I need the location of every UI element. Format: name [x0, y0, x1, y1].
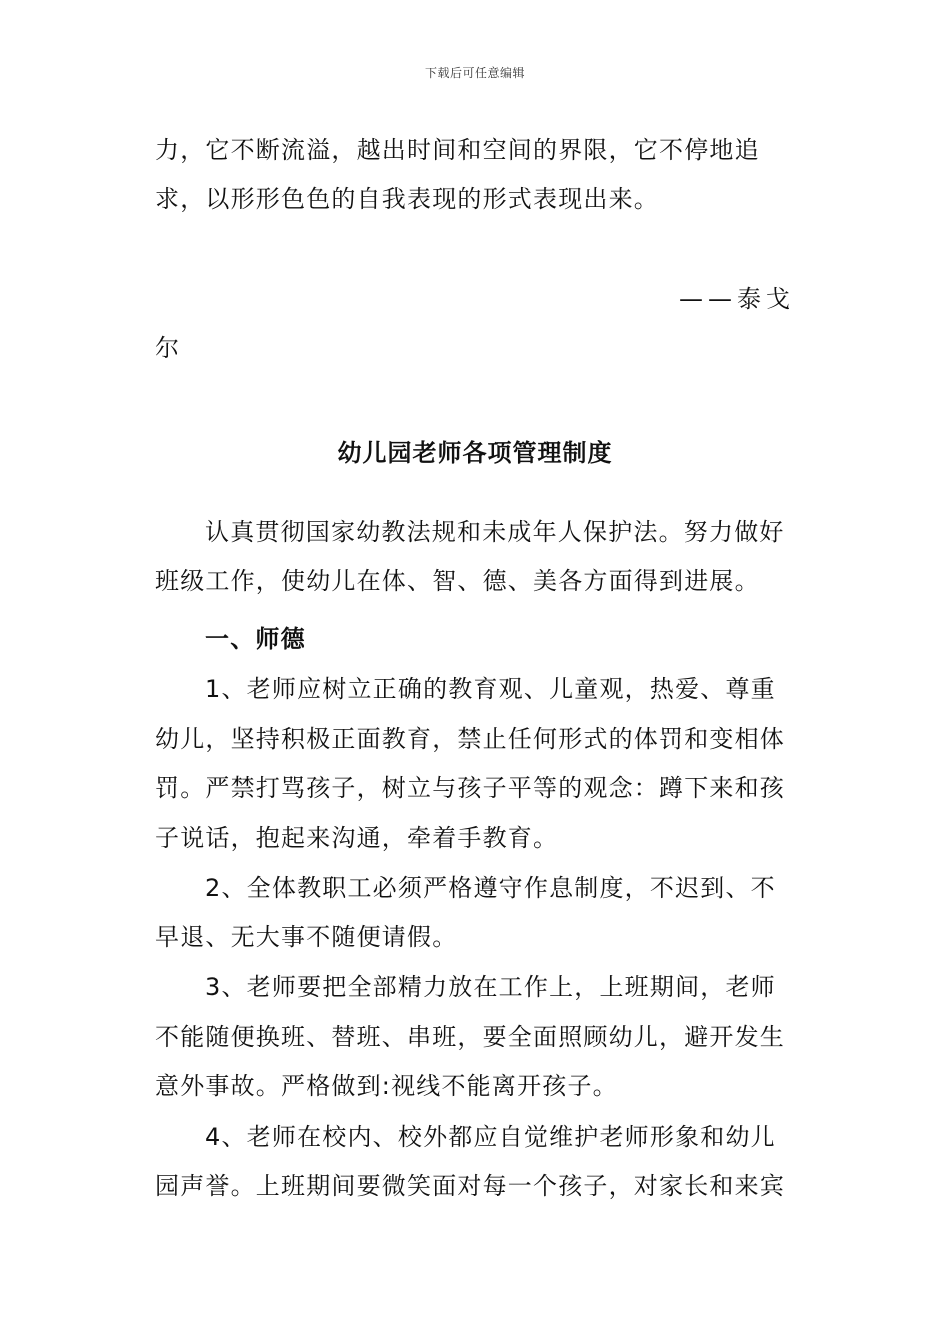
item-line: 3、老师要把全部精力放在工作上，上班期间，老师	[205, 973, 776, 1001]
quote-line: 力，它不断流溢，越出时间和空间的界限，它不停地追	[155, 136, 760, 164]
quote-attribution-continued: 尔	[155, 334, 181, 362]
item-line: 园声誉。上班期间要微笑面对每一个孩子，对家长和来宾	[155, 1172, 785, 1200]
item-line: 子说话，抱起来沟通，牵着手教育。	[155, 824, 559, 852]
item-line: 4、老师在校内、校外都应自觉维护老师形象和幼儿	[205, 1123, 776, 1151]
section-heading: 一、师德	[205, 625, 306, 653]
item-line: 罚。严禁打骂孩子，树立与孩子平等的观念：蹲下来和孩	[155, 774, 785, 802]
quote-attribution: ——泰戈	[679, 285, 795, 313]
intro-line: 班级工作，使幼儿在体、智、德、美各方面得到进展。	[155, 567, 760, 595]
item-line: 2、全体教职工必须严格遵守作息制度，不迟到、不	[205, 874, 776, 902]
item-line: 早退、无大事不随便请假。	[155, 923, 458, 951]
document-title: 幼儿园老师各项管理制度	[337, 439, 613, 467]
item-line: 不能随便换班、替班、串班，要全面照顾幼儿，避开发生	[155, 1023, 785, 1051]
item-line: 1、老师应树立正确的教育观、儿童观，热爱、尊重	[205, 675, 776, 703]
item-line: 意外事故。严格做到:视线不能离开孩子。	[155, 1072, 618, 1100]
intro-line: 认真贯彻国家幼教法规和未成年人保护法。努力做好	[205, 518, 785, 546]
header-note: 下载后可任意编辑	[424, 66, 525, 80]
item-line: 幼儿，坚持积极正面教育，禁止任何形式的体罚和变相体	[155, 725, 785, 753]
quote-line: 求，以形形色色的自我表现的形式表现出来。	[155, 185, 659, 213]
